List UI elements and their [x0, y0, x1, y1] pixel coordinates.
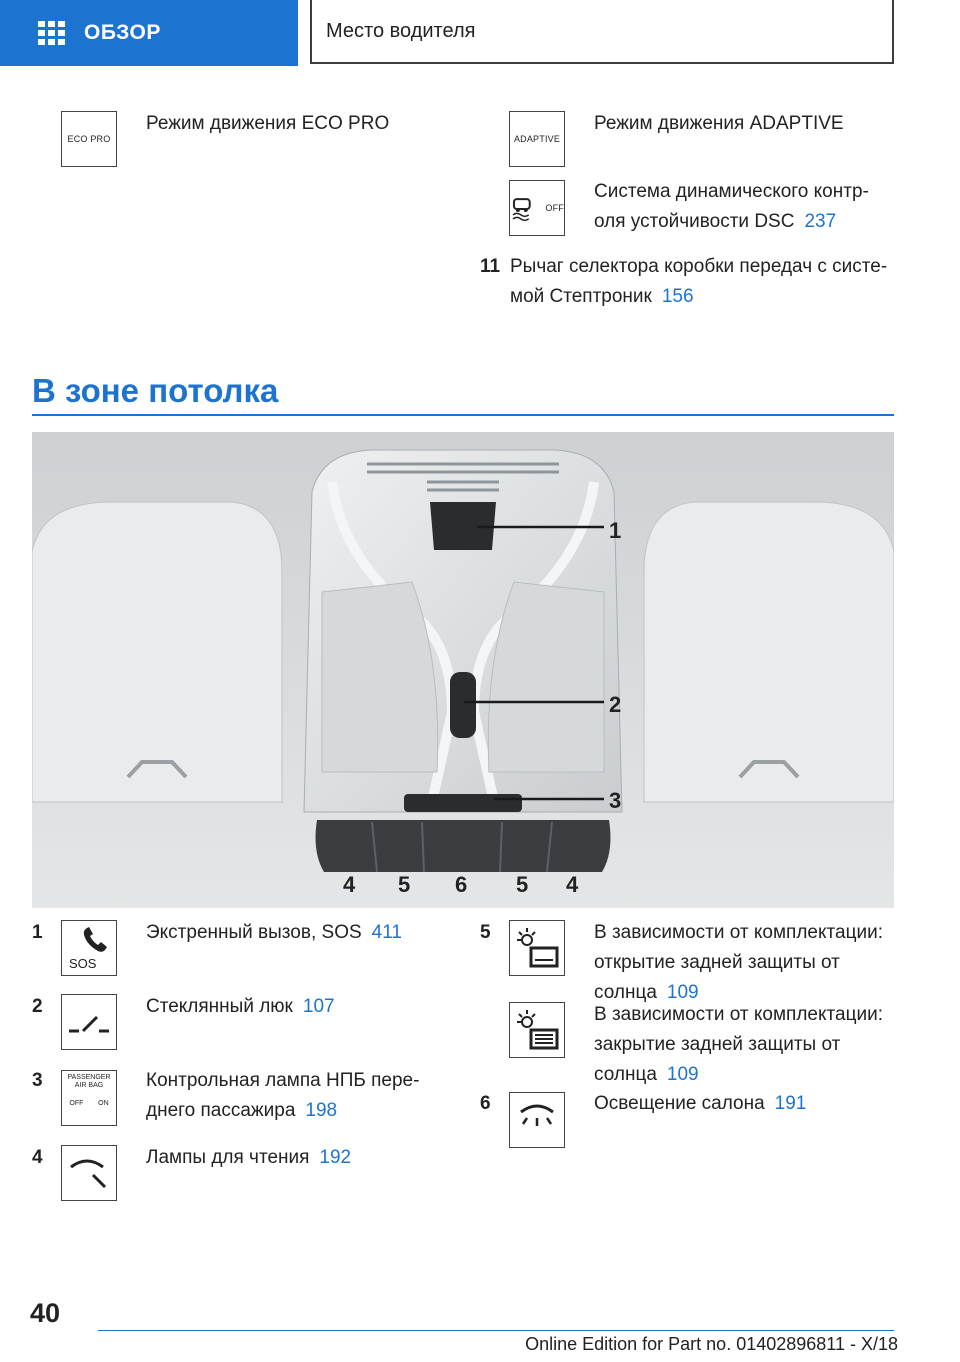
callout-4-right: 4	[566, 872, 579, 897]
dsc-label: Система динамического контр- оля устойчивости DSC 237	[594, 181, 869, 232]
interior-light-icon	[509, 1092, 565, 1148]
legend-number: 4	[32, 1147, 43, 1168]
edition-info: Online Edition for Part no. 01402896811 - X/18	[525, 1334, 898, 1354]
rear-sunblind-open-icon	[509, 920, 565, 976]
legend-text: Лампы для чтения 192	[146, 1147, 352, 1168]
legend-number: 1	[32, 922, 43, 943]
sos-phone-icon	[61, 920, 117, 976]
page-link[interactable]: 198	[305, 1100, 338, 1121]
ceiling-console-photo	[32, 432, 894, 908]
legend-text: Контрольная лампа НПБ пере- днего пассажира 198	[146, 1070, 420, 1121]
sunroof-icon	[61, 994, 117, 1050]
legend-number: 2	[32, 996, 43, 1017]
dsc-off-icon: OFF	[509, 180, 565, 236]
callout-6: 6	[455, 872, 468, 897]
page-link[interactable]: 191	[774, 1093, 807, 1114]
legend-text: Стеклянный люк 107	[146, 996, 335, 1017]
adaptive-label: Режим движения ADAPTIVE	[594, 113, 844, 134]
section-heading: В зоне потолка	[32, 372, 279, 409]
legend-number: 6	[480, 1093, 491, 1114]
callout-4-left: 4	[343, 872, 356, 897]
callout-5-left: 5	[398, 872, 411, 897]
rear-sunblind-close-icon	[509, 1002, 565, 1058]
section-title: ОБЗОР	[84, 21, 161, 44]
chapter-title: Место водителя	[326, 19, 476, 42]
grid-menu-icon[interactable]	[38, 21, 66, 45]
legend-number: 5	[480, 922, 491, 943]
callout-1: 1	[609, 518, 622, 543]
page-link[interactable]: 411	[371, 922, 402, 943]
callout-3: 3	[609, 788, 622, 813]
page-link[interactable]: 156	[661, 286, 694, 307]
page-link[interactable]: 107	[302, 996, 335, 1017]
callout-5-right: 5	[516, 872, 529, 897]
selector-lever-label: Рычаг селектора коробки передач с систе- мой Стептроник 156	[510, 256, 888, 307]
adaptive-icon: ADAPTIVE	[509, 111, 565, 167]
page-link[interactable]: 109	[666, 1064, 699, 1085]
eco-pro-icon: ECO PRO	[61, 111, 117, 167]
legend-text: В зависимости от комплектации: открытие задней защиты от солнца 109	[594, 922, 883, 1003]
eco-pro-label: Режим движения ECO PRO	[146, 113, 390, 134]
passenger-airbag-off-icon: PASSENGER AIR BAG OFF ON	[61, 1070, 117, 1126]
footer-divider	[98, 1330, 894, 1331]
page-link[interactable]: 192	[319, 1147, 352, 1168]
reading-lamp-icon	[61, 1145, 117, 1201]
chapter-header[interactable]	[310, 0, 894, 64]
section-tab[interactable]	[0, 0, 298, 66]
item-number: 11	[480, 256, 501, 277]
callout-2: 2	[609, 692, 622, 717]
legend-text: В зависимости от комплектации: закрытие задней защиты от солнца 109	[594, 1004, 883, 1085]
page-link[interactable]: 237	[804, 211, 837, 232]
page-link[interactable]: 109	[666, 982, 699, 1003]
page-number: 40	[30, 1298, 61, 1328]
legend-text: Экстренный вызов, SOS 411	[146, 922, 402, 943]
legend-number: 3	[32, 1070, 43, 1091]
svg-text:SOS: SOS	[69, 956, 97, 971]
legend-text: Освещение салона 191	[594, 1093, 807, 1114]
section-divider	[32, 414, 894, 416]
